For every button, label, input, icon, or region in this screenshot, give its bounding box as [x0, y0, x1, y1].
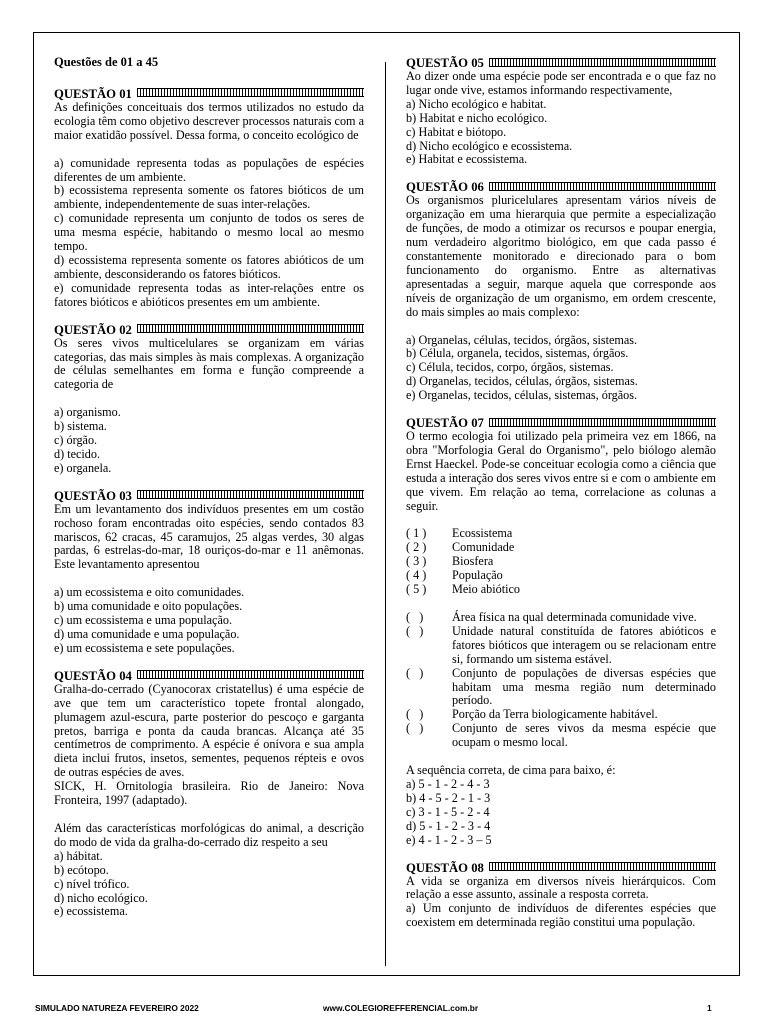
- question-stem: O termo ecologia foi utilizado pela primeira vez em 1866, na obra "Morfologia Geral do Organismo", pelo biólogo alemão Ernst Haeckel. Pode-se conceituar ecologia como a ciência que estuda a interação dos seres vivos entre si e com o ambiente em que vivem. Em relação ao tema, correlacione as colunas a seguir.: [406, 429, 716, 513]
- answer-options: [406, 902, 716, 930]
- answer-blank[interactable]: ( ): [406, 721, 424, 736]
- question-title: [406, 180, 716, 194]
- option-c[interactable]: c) Habitat e biótopo.: [406, 124, 507, 139]
- column-two-row: [406, 611, 716, 625]
- column-two: [406, 611, 716, 750]
- footer-website-link[interactable]: www.COLEGIOREFFERENCIAL.com.br: [323, 1003, 479, 1013]
- question-08: [406, 861, 716, 931]
- option-e[interactable]: e) ecossistema.: [54, 904, 128, 919]
- question-title: [54, 323, 364, 337]
- footer-title: SIMULADO NATUREZA FEVEREIRO 2022: [35, 1003, 199, 1013]
- answer-options: [54, 157, 364, 310]
- question-number: QUESTÃO 05: [406, 56, 484, 70]
- answer-options: [54, 406, 364, 476]
- option-b[interactable]: b) sistema.: [54, 419, 107, 434]
- title-rule: [137, 88, 364, 97]
- option-c[interactable]: c) nível trófico.: [54, 876, 130, 891]
- option-d[interactable]: d) nicho ecológico.: [54, 890, 148, 905]
- option-e[interactable]: e) Habitat e ecossistema.: [406, 152, 528, 167]
- option-e[interactable]: e) Organelas, tecidos, células, sistemas, órgãos.: [406, 388, 638, 403]
- question-07: [406, 416, 716, 847]
- row-description: Conjunto de populações de diversas espécies que habitam uma mesma região num determinado período.: [452, 665, 716, 708]
- title-rule: [489, 862, 716, 871]
- answer-blank[interactable]: ( ): [406, 623, 424, 638]
- answer-options: [54, 586, 364, 656]
- section-heading: Questões de 01 a 45: [54, 55, 159, 69]
- option-e[interactable]: e) 4 - 1 - 2 - 3 – 5: [406, 832, 492, 847]
- option-c[interactable]: c) comunidade representa um conjunto de todos os seres de uma mesma espécie, habitando o mesmo local ao mesmo tempo.: [54, 211, 364, 254]
- option-b[interactable]: b) Habitat e nicho ecológico.: [406, 110, 548, 125]
- option-d[interactable]: d) ecossistema representa somente os fatores abióticos de um ambiente, desconsiderando os fatores bióticos.: [54, 252, 364, 281]
- question-title: [406, 56, 716, 70]
- column-one-row: [406, 569, 520, 583]
- answer-options: [54, 850, 364, 920]
- question-04: [54, 669, 364, 920]
- question-stem: Os organismos pluricelulares apresentam vários níveis de organização em uma hierarquia que permite a especialização de funções, de modo a otimizar os recursos e poupar energia, num verdadeiro algoritmo biológico, em que cada passo é constantemente monitorado e direcionado para o bom funcionamento do organismo. Entre as alternativas apresentadas a seguir, marque aquela que corresponde aos níveis de organização de um organismo, em ordem crescente, do mais simples ao mais complexo:: [406, 193, 716, 319]
- option-c[interactable]: c) um ecossistema e uma população.: [54, 613, 233, 628]
- option-b[interactable]: b) ecossistema representa somente os fatores bióticos de um ambiente, independentemente de suas inter-relações.: [54, 183, 364, 212]
- column-two-row: [406, 722, 716, 750]
- question-stem: Em um levantamento dos indivíduos presentes em um costão rochoso foram encontradas oito espécies, sendo contados 83 mariscos, 62 cracas, 45 caramujos, 25 algas verdes, 30 algas pardas, 6 estrelas-do-mar, 18 ouriços-do-mar e 11 anêmonas. Este levantamento apresentou: [54, 501, 364, 572]
- column-two-row: [406, 625, 716, 667]
- row-description: Conjunto de seres vivos da mesma espécie que ocupam o mesmo local.: [452, 721, 716, 750]
- option-e[interactable]: e) comunidade representa todas as inter-relações entre os fatores bióticos e abióticos presentes em um ambiente.: [54, 280, 364, 309]
- question-title: [54, 669, 364, 683]
- question-01: [54, 87, 364, 310]
- row-description: Área física na qual determinada comunidade vive.: [452, 610, 697, 624]
- answer-options: [406, 334, 716, 404]
- option-e[interactable]: e) organela.: [54, 460, 112, 475]
- option-c[interactable]: c) 3 - 1 - 5 - 2 - 4: [406, 804, 490, 819]
- question-number: QUESTÃO 01: [54, 86, 132, 101]
- page-number: 1: [707, 1003, 712, 1013]
- question-03: [54, 489, 364, 656]
- option-a[interactable]: a) Organelas, células, tecidos, órgãos, sistemas.: [406, 332, 638, 347]
- option-a[interactable]: a) hábitat.: [54, 848, 103, 863]
- option-d[interactable]: d) Nicho ecológico e ecossistema.: [406, 138, 573, 153]
- row-description: Porção da Terra biologicamente habitável.: [452, 707, 658, 722]
- row-number: ( 1 ): [406, 526, 427, 541]
- option-e[interactable]: e) um ecossistema e sete populações.: [54, 640, 235, 655]
- option-b[interactable]: b) 4 - 5 - 2 - 1 - 3: [406, 790, 491, 805]
- question-stem: A vida se organiza em diversos níveis hierárquicos. Com relação a esse assunto, assinale a resposta correta.: [406, 873, 716, 902]
- question-prompt: A sequência correta, de cima para baixo, é:: [406, 763, 616, 778]
- row-term: Ecossistema: [452, 526, 513, 541]
- title-rule: [489, 182, 716, 191]
- option-c[interactable]: c) Célula, tecidos, corpo, órgãos, sistemas.: [406, 360, 614, 375]
- question-number: QUESTÃO 02: [54, 322, 132, 337]
- column-one: [406, 527, 520, 597]
- option-d[interactable]: d) tecido.: [54, 446, 101, 461]
- question-title: [54, 87, 364, 101]
- title-rule: [137, 490, 364, 499]
- answer-blank[interactable]: ( ): [406, 610, 424, 624]
- column-one-row: [406, 583, 520, 597]
- column-one-row: [406, 527, 520, 541]
- option-a[interactable]: a) comunidade representa todas as populações de espécies diferentes de um ambiente.: [54, 155, 364, 184]
- right-column: [406, 56, 716, 939]
- row-number: ( 5 ): [406, 582, 427, 597]
- row-term: População: [452, 568, 503, 583]
- question-number: QUESTÃO 03: [54, 488, 132, 503]
- title-rule: [489, 58, 716, 67]
- question-stem: Os seres vivos multicelulares se organizam em várias categorias, das mais simples às mais complexas. A organização de células semelhantes em forma e função compreende a categoria de: [54, 335, 364, 392]
- row-term: Meio abiótico: [452, 582, 521, 597]
- option-d[interactable]: d) 5 - 1 - 2 - 3 - 4: [406, 818, 491, 833]
- question-title: [54, 489, 364, 503]
- question-05: [406, 56, 716, 167]
- answer-blank[interactable]: ( ): [406, 665, 424, 680]
- option-a[interactable]: a) Nicho ecológico e habitat.: [406, 96, 547, 111]
- option-a[interactable]: a) um ecossistema e oito comunidades.: [54, 585, 245, 600]
- column-two-row: [406, 667, 716, 709]
- left-column: [54, 56, 364, 928]
- title-rule: [137, 670, 364, 679]
- option-b[interactable]: b) ecótopo.: [54, 862, 109, 877]
- option-d[interactable]: d) Organelas, tecidos, células, órgãos, sistemas.: [406, 374, 638, 389]
- option-d[interactable]: d) uma comunidade e uma população.: [54, 627, 240, 641]
- question-number: QUESTÃO 04: [54, 668, 132, 683]
- title-rule: [489, 418, 716, 427]
- row-term: Comunidade: [452, 540, 515, 555]
- question-title: [406, 416, 716, 430]
- column-divider: [385, 62, 386, 966]
- title-rule: [137, 324, 364, 333]
- question-number: QUESTÃO 07: [406, 416, 484, 431]
- option-a[interactable]: a) organismo.: [54, 405, 121, 420]
- column-one-row: [406, 555, 520, 569]
- question-02: [54, 323, 364, 476]
- question-number: QUESTÃO 08: [406, 860, 484, 875]
- column-two-row: [406, 708, 716, 722]
- question-number: QUESTÃO 06: [406, 180, 484, 195]
- option-b[interactable]: b) Célula, organela, tecidos, sistemas, órgãos.: [406, 346, 629, 361]
- question-stem: Gralha-do-cerrado (Cyanocorax cristatellus) é uma espécie de ave que tem um característico topete frontal alongado, plumagem azul-escura, parte posterior do pescoço e garganta pretos, barriga e ponta da cauda brancas. Alcança até 35 centímetros de comprimento. A espécie é onívora e sua ampla dieta inclui frutos, insetos, sementes, pequenos répteis e ovos de outras espécies de aves.: [54, 681, 364, 780]
- option-b[interactable]: b) uma comunidade e oito populações.: [54, 599, 243, 614]
- question-prompt: Além das características morfológicas do animal, a descrição do modo de vida da gralha-do-cerrado diz respeito a seu: [54, 820, 364, 849]
- option-c[interactable]: c) órgão.: [54, 433, 98, 448]
- source-citation: SICK, H. Ornitologia brasileira. Rio de Janeiro: Nova Fronteira, 1997 (adaptado).: [54, 779, 364, 808]
- row-number: ( 4 ): [406, 568, 427, 583]
- row-term: Biosfera: [452, 554, 494, 569]
- option-a[interactable]: a) 5 - 1 - 2 - 4 - 3: [406, 776, 490, 791]
- row-number: ( 2 ): [406, 540, 427, 555]
- option-a[interactable]: a) Um conjunto de indivíduos de diferentes espécies que coexistem em determinada região constitui uma população.: [406, 901, 716, 930]
- column-one-row: [406, 541, 520, 555]
- row-description: Unidade natural constituída de fatores abióticos e fatores bióticos que interagem ou se relacionam entre si, formando um sistema estável.: [452, 623, 716, 666]
- answer-options: [406, 98, 716, 168]
- row-number: ( 3 ): [406, 554, 427, 569]
- answer-options: [406, 778, 716, 848]
- answer-blank[interactable]: ( ): [406, 707, 424, 722]
- question-stem: Ao dizer onde uma espécie pode ser encontrada e o que faz no lugar onde vive, estamos informando respectivamente,: [406, 69, 716, 97]
- question-stem: As definições conceituais dos termos utilizados no estudo da ecologia têm como objetivo descrever processos naturais com a maior exatidão possível. Dessa forma, o conceito ecológico de: [54, 99, 364, 142]
- question-title: [406, 861, 716, 875]
- question-06: [406, 180, 716, 403]
